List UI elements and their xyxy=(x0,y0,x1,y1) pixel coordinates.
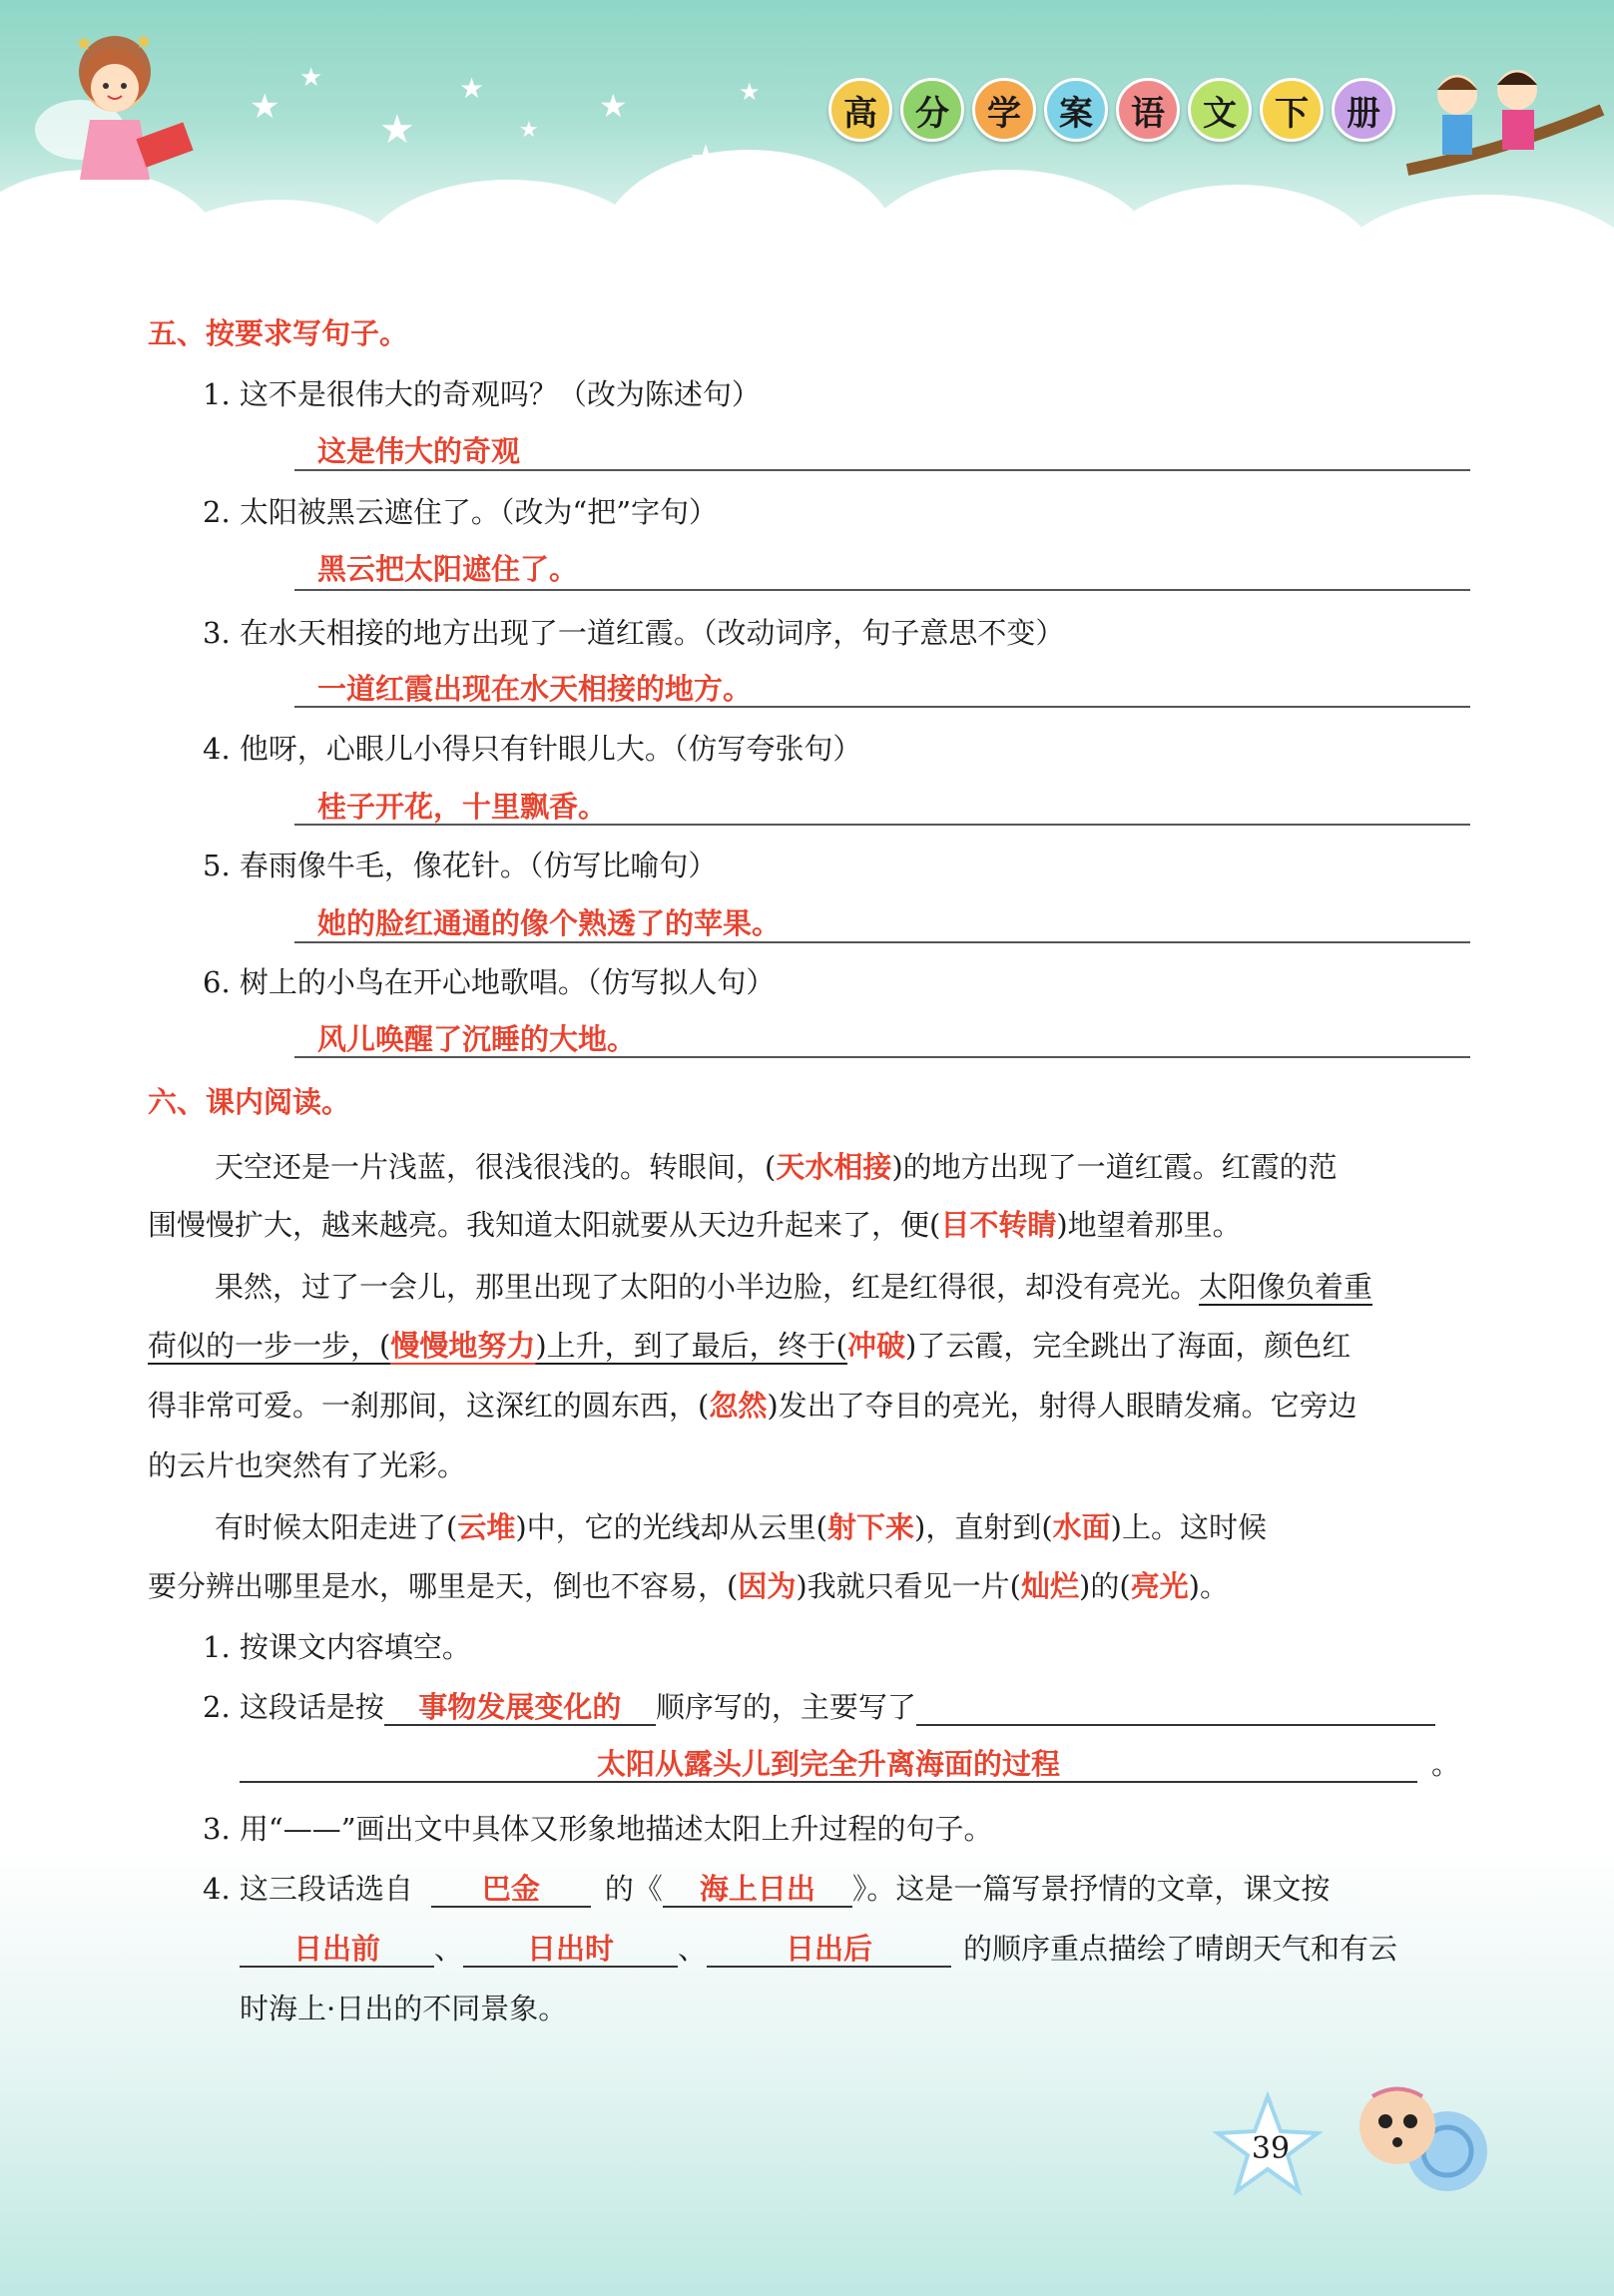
answer-text: 黑云把太阳遮住了。 xyxy=(317,552,579,586)
title-char: 语 xyxy=(1116,78,1180,142)
fill-answer: 目不转睛 xyxy=(940,1208,1057,1242)
title-char: 案 xyxy=(1044,78,1108,142)
question-text: 太阳从露头儿到完全升离海面的过程 。 xyxy=(240,1742,1460,1783)
question-text: 1. 这不是很伟大的奇观吗？（改为陈述句） xyxy=(203,377,761,411)
answer-line xyxy=(294,589,1470,591)
answer-line xyxy=(294,706,1470,708)
snail-mascot-icon xyxy=(1352,2076,1502,2196)
fill-answer: 日出前 xyxy=(240,1933,434,1968)
fill-answer: 太阳从露头儿到完全升离海面的过程 xyxy=(240,1748,1417,1783)
fill-answer: 天水相接 xyxy=(776,1150,892,1184)
fill-answer: 因为 xyxy=(738,1569,797,1603)
fill-answer: 灿烂 xyxy=(1020,1569,1079,1603)
title-char: 文 xyxy=(1188,78,1252,142)
question-text: 4. 这三段话选自 巴金 的《 海上日出 》。这是一篇写景抒情的文章，课文按 xyxy=(203,1867,1330,1908)
answer-line xyxy=(294,941,1470,943)
question-text: 3. 用“——”画出文中具体又形象地描述太阳上升过程的句子。 xyxy=(203,1812,993,1846)
question-text: 4. 他呀，心眼儿小得只有针眼儿大。（仿写夸张句） xyxy=(203,732,862,766)
question-text: 1. 按课文内容填空。 xyxy=(203,1630,471,1664)
answer-line xyxy=(294,824,1470,826)
question-text: 5. 春雨像牛毛，像花针。（仿写比喻句） xyxy=(203,849,718,882)
header-decoration: ★ ★ ★ ★ ★ ★ ★ ★ ★ ★ 高 分 学 案 语 文 下 册 xyxy=(0,0,1614,299)
passage-line: 天空还是一片浅蓝，很浅很浅的。转眼间，(天水相接)的地方出现了一道红霞。红霞的范 xyxy=(215,1150,1338,1184)
passage-line: 果然，过了一会儿，那里出现了太阳的小半边脸，红是红得很，却没有亮光。太阳像负着重 xyxy=(215,1270,1373,1304)
question-text: 2. 太阳被黑云遮住了。（改为“把”字句） xyxy=(203,495,719,529)
question-text: 日出前 、 日出时 、 日出后 的顺序重点描绘了晴朗天气和有云 xyxy=(240,1927,1397,1968)
title-char: 学 xyxy=(972,78,1036,142)
svg-text:★: ★ xyxy=(75,31,93,55)
passage-line: 有时候太阳走进了(云堆)中，它的光线却从云里(射下来)，直射到(水面)上。这时候 xyxy=(215,1510,1267,1544)
fill-answer: 射下来 xyxy=(826,1510,914,1544)
passage-line: 的云片也突然有了光彩。 xyxy=(148,1448,467,1482)
passage-line: 得非常可爱。一刹那间，这深红的圆东西，(忽然)发出了夺目的亮光，射得人眼睛发痛。它旁边 xyxy=(148,1389,1357,1423)
fill-answer: 海上日出 xyxy=(663,1873,852,1908)
answer-line xyxy=(294,469,1470,471)
question-text: 3. 在水天相接的地方出现了一道红霞。（改动词序，句子意思不变） xyxy=(203,616,1065,650)
fill-answer: 忽然 xyxy=(709,1389,768,1423)
answer-text: 这是伟大的奇观 xyxy=(317,434,521,468)
fill-answer: 慢慢地努力 xyxy=(390,1329,536,1363)
fill-answer: 冲破 xyxy=(846,1329,905,1363)
page-number: 39 xyxy=(1251,2131,1291,2166)
fill-answer: 亮光 xyxy=(1130,1569,1189,1603)
answer-text: 她的脸红通通的像个熟透了的苹果。 xyxy=(317,906,782,940)
title-char: 下 xyxy=(1260,78,1324,142)
fill-answer: 日出后 xyxy=(707,1933,951,1968)
passage-line: 荷似的一步一步，(慢慢地努力)上升，到了最后，终于(冲破)了云霞，完全跳出了海面，颜色红 xyxy=(148,1329,1351,1363)
title-char: 高 xyxy=(828,78,892,142)
answer-text: 风儿唤醒了沉睡的大地。 xyxy=(317,1022,637,1056)
section-title-6: 六、课内阅读。 xyxy=(148,1085,351,1119)
answer-text: 桂子开花，十里飘香。 xyxy=(317,790,608,824)
title-char: 分 xyxy=(900,78,964,142)
fill-answer: 事物发展变化的 xyxy=(384,1691,656,1726)
answer-line xyxy=(294,1056,1470,1058)
passage-line: 围慢慢扩大，越来越亮。我知道太阳就要从天边升起来了，便(目不转睛)地望着那里。 xyxy=(148,1208,1242,1242)
question-text: 时海上·日出的不同景象。 xyxy=(240,1992,568,2025)
title-char: 册 xyxy=(1332,78,1395,142)
fill-answer: 巴金 xyxy=(431,1873,591,1908)
answer-text: 一道红霞出现在水天相接的地方。 xyxy=(317,672,753,706)
question-text: 2. 这段话是按 事物发展变化的 顺序写的，主要写了 xyxy=(203,1685,1435,1726)
section-title-5: 五、按要求写句子。 xyxy=(148,316,409,350)
fill-answer: 水面 xyxy=(1052,1510,1111,1544)
svg-text:★: ★ xyxy=(135,29,153,53)
fill-answer: 云堆 xyxy=(457,1510,516,1544)
underlined-sentence: 太阳像负着重 xyxy=(1199,1270,1373,1304)
fill-answer: 日出时 xyxy=(463,1933,678,1968)
passage-line: 要分辨出哪里是水，哪里是天，倒也不容易，(因为)我就只看见一片(灿烂)的(亮光)。 xyxy=(148,1569,1229,1603)
question-text: 6. 树上的小鸟在开心地歌唱。（仿写拟人句） xyxy=(203,965,776,999)
